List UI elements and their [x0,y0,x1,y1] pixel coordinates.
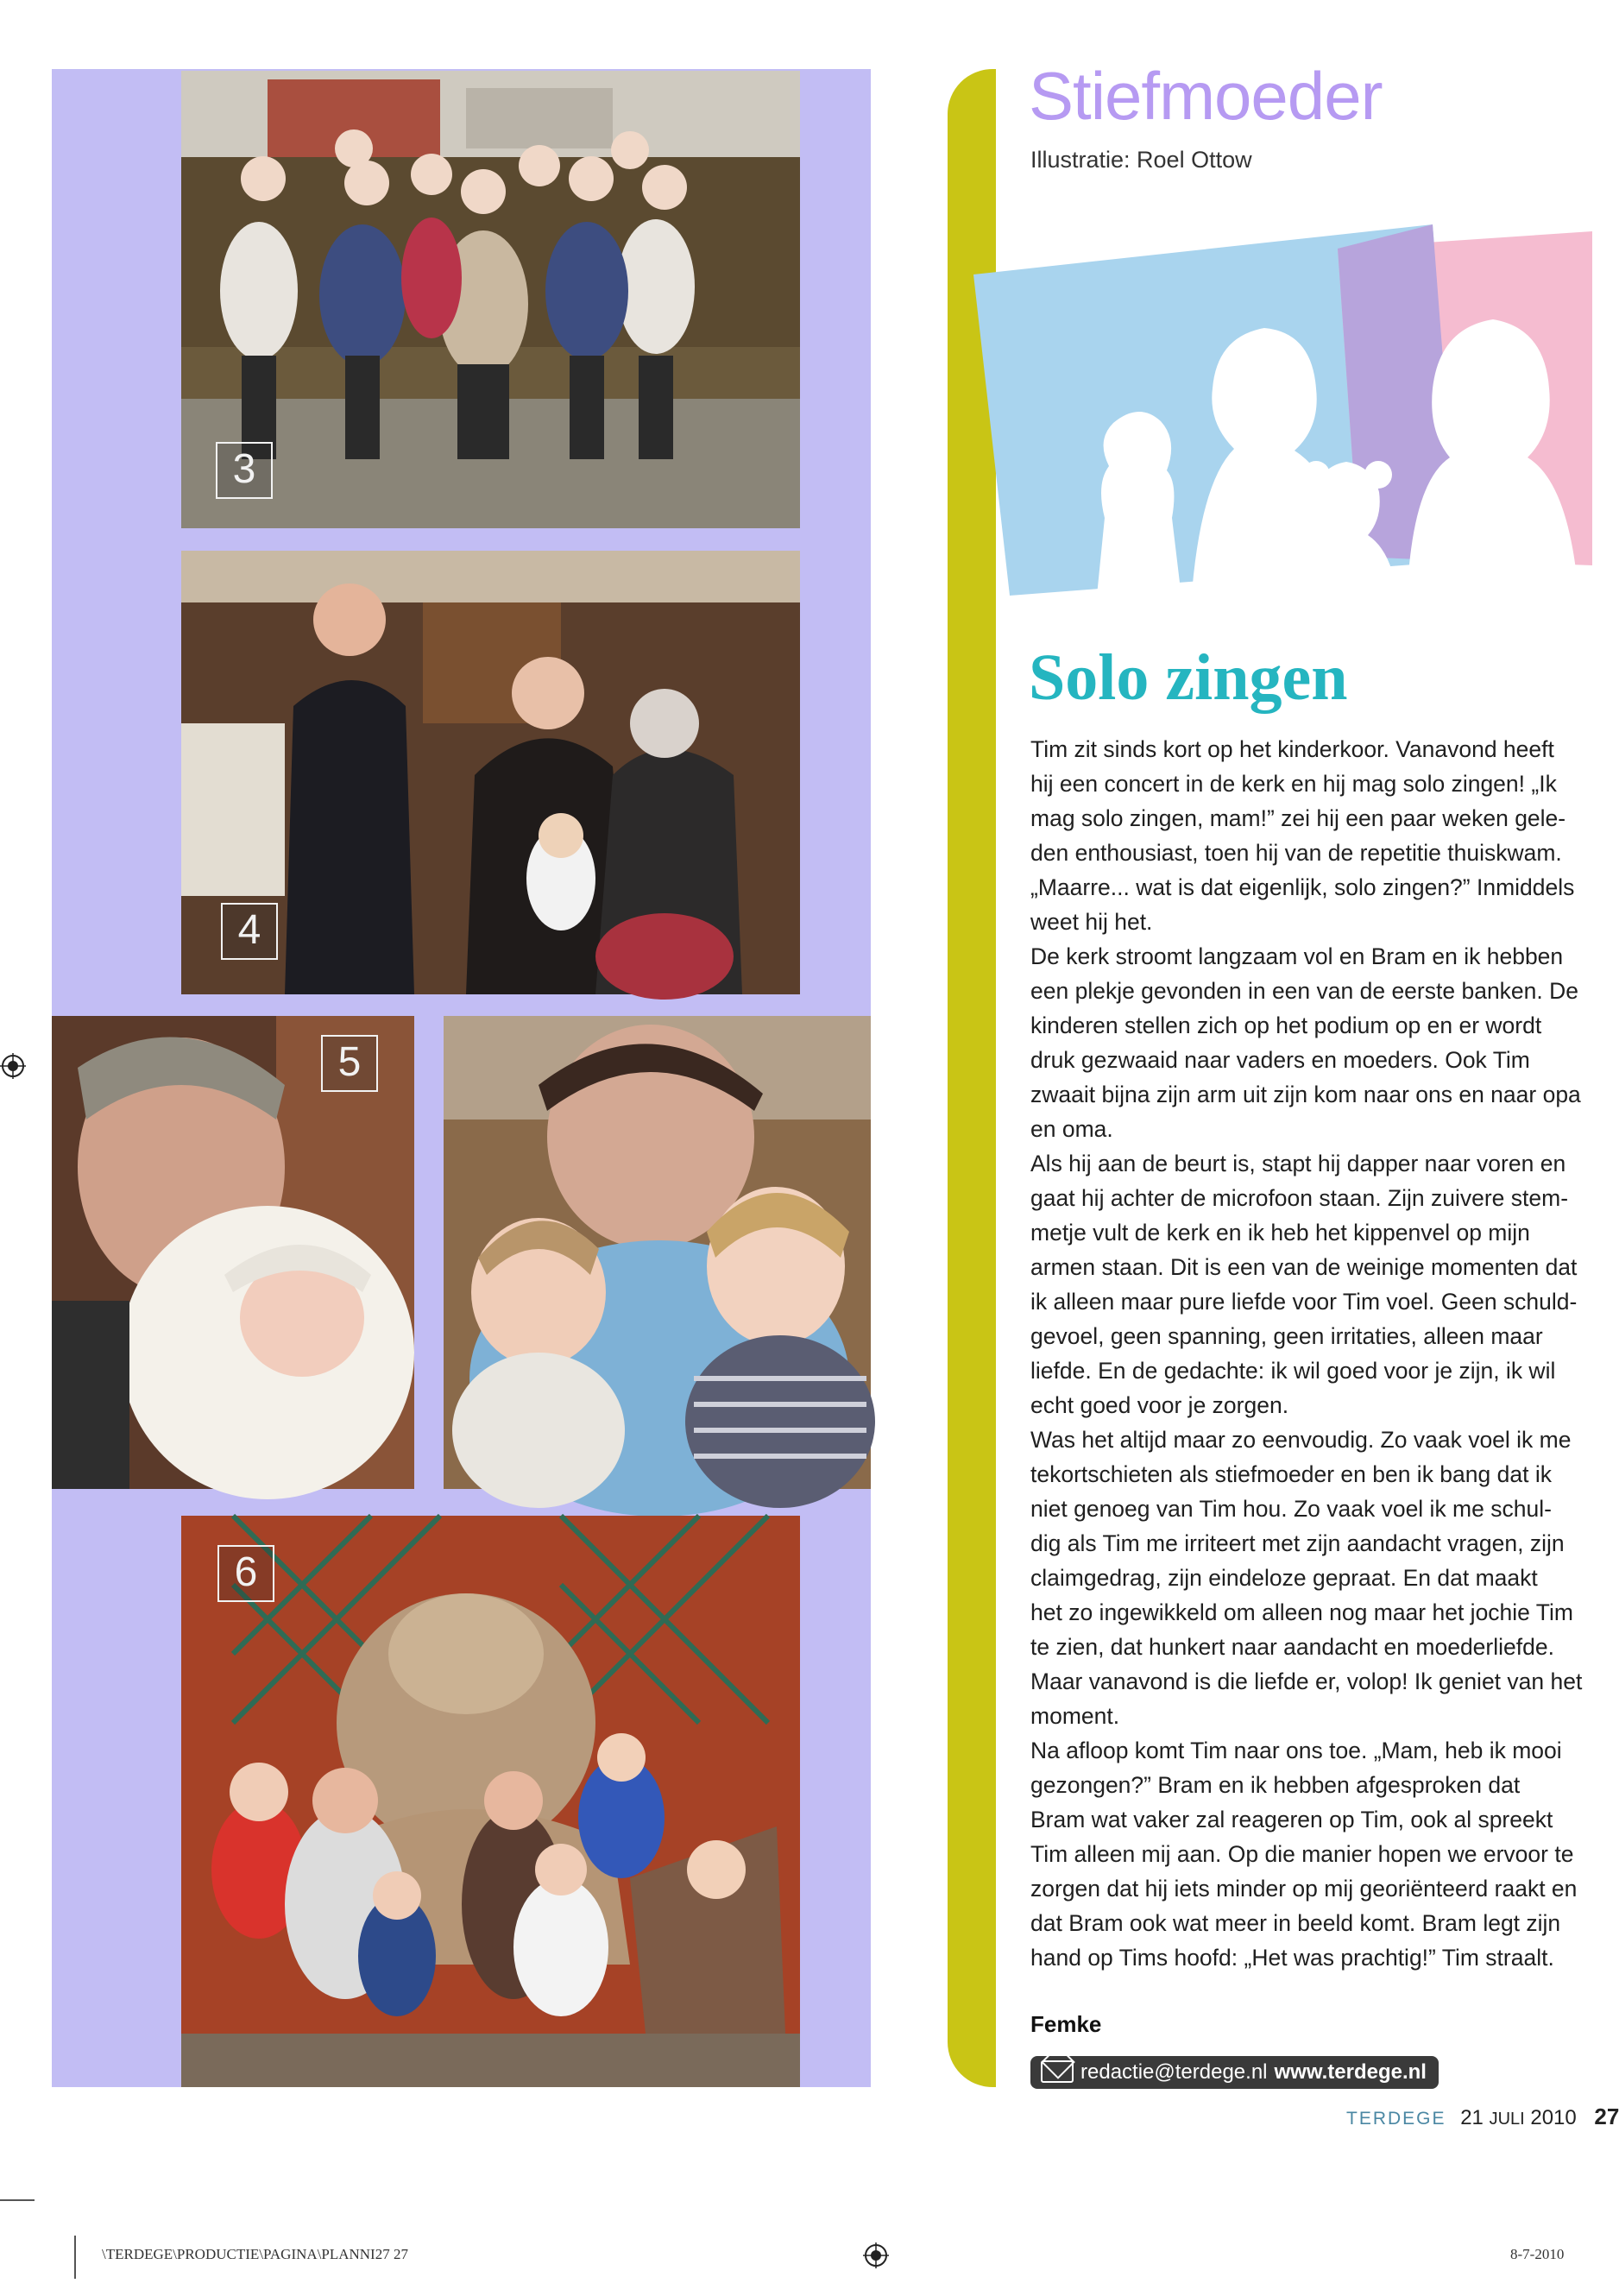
illustration-credit: Illustratie: Roel Ottow [1030,147,1252,173]
body-line: en oma. [1030,1116,1113,1142]
crop-mark [0,2199,35,2201]
body-line: metje vult de kerk en ik heb het kippenvel op mijn [1030,1220,1530,1246]
body-line: „Maarre... wat is dat eigenlijk, solo zingen?” Inmiddels [1030,874,1575,900]
body-line: gezongen?” Bram en ik hebben afgesproken dat [1030,1772,1521,1798]
photo-number-3: 3 [216,442,273,499]
issue-day: 21 [1460,2106,1484,2129]
body-line: tekortschieten als stiefmoeder en ben ik bang dat ik [1030,1461,1552,1487]
body-line: Als hij aan de beurt is, stapt hij dapper naar voren en [1030,1151,1566,1176]
body-line: druk gezwaaid naar vaders en moeders. Ook Tim [1030,1047,1530,1073]
print-date: 8-7-2010 [1510,2246,1565,2262]
body-line: Na afloop komt Tim naar ons toe. „Mam, heb ik mooi [1030,1738,1562,1763]
photo-grandmother-with-toddlers [444,1016,871,1489]
body-line: hand op Tims hoofd: „Het was prachtig!” Tim straalt. [1030,1945,1554,1971]
body-line: Tim zit sinds kort op het kinderkoor. Vanavond heeft [1030,736,1554,762]
photo-group-women [181,71,800,528]
series-title: Stiefmoeder [1029,58,1383,134]
body-line: Maar vanavond is die liefde er, volop! Ik geniet van het [1030,1668,1583,1694]
body-line: kinderen stellen zich op het podium op en er wordt [1030,1012,1542,1038]
magazine-name: TERDEGE [1346,2109,1446,2129]
article-body [1030,732,1592,1975]
body-line: gaat hij achter de microfoon staan. Zijn zuivere stem- [1030,1185,1569,1211]
body-line: echt goed voor je zorgen. [1030,1392,1289,1418]
photo-number-5: 5 [321,1035,378,1092]
body-line: een plekje gevonden in een van de eerste banken. De [1030,978,1579,1004]
issue-month: JULI [1489,2110,1525,2129]
registration-mark-icon [863,2242,889,2268]
contact-bar [1030,2056,1439,2089]
body-line: liefde. En de gedachte: ik wil goed voor je zijn, ik wil [1030,1358,1556,1384]
page-number: 27 [1594,2104,1619,2129]
body-line: hij een concert in de kerk en hij mag solo zingen! „Ik [1030,771,1557,797]
body-line: gevoel, geen spanning, geen irritaties, alleen maar [1030,1323,1543,1349]
body-line: dat Bram ook wat meer in beeld komt. Bram legt zijn [1030,1910,1561,1936]
body-line: te zien, dat hunkert naar aandacht en moederliefde. [1030,1634,1554,1660]
body-line: dig als Tim me irriteert met zijn aandacht vragen, zijn [1030,1530,1565,1556]
body-line: mag solo zingen, mam!” zei hij een paar weken gele- [1030,805,1566,831]
body-line: zwaait bijna zijn arm uit zijn kom naar ons en naar opa [1030,1082,1581,1107]
body-line: moment. [1030,1703,1120,1729]
author-name: Femke [1030,2011,1102,2037]
body-line: Tim alleen mij aan. Op die manier hopen we ervoor te [1030,1841,1574,1867]
body-line: weet hij het. [1030,909,1153,935]
envelope-icon [1041,2060,1074,2083]
page-footer [1346,2104,1619,2130]
photo-number-4: 4 [221,903,278,960]
crop-mark [74,2236,76,2279]
body-line: Bram wat vaker zal reageren op Tim, ook al spreekt [1030,1807,1553,1832]
body-line: zorgen dat hij iets minder op mij georiënteerd raakt en [1030,1876,1578,1902]
body-line: Was het altijd maar zo eenvoudig. Zo vaak voel ik me [1030,1427,1572,1453]
registration-mark-icon [0,1053,26,1079]
body-line: niet genoeg van Tim hou. Zo vaak voel ik me schul- [1030,1496,1552,1522]
body-line: De kerk stroomt langzaam vol en Bram en ik hebben [1030,943,1564,969]
silhouette-illustration [967,224,1592,604]
issue-year: 2010 [1530,2106,1577,2129]
body-line: het zo ingewikkeld om alleen nog maar het jochie Tim [1030,1599,1573,1625]
print-slug: \TERDEGE\PRODUCTIE\PAGINA\PLANNI27 27 [102,2246,408,2262]
body-line: den enthousiast, toen hij van de repetitie thuiskwam. [1030,840,1562,866]
email-link[interactable]: redactie@terdege.nl [1080,2060,1268,2084]
body-line: armen staan. Dit is een van de weinige momenten dat [1030,1254,1578,1280]
photo-number-6: 6 [217,1545,274,1602]
body-line: ik alleen maar pure liefde voor Tim voel. Geen schuld- [1030,1289,1578,1315]
website-link[interactable]: www.terdege.nl [1274,2060,1427,2084]
article-heading: Solo zingen [1029,641,1348,714]
body-line: claimgedrag, zijn eindeloze gepraat. En dat maakt [1030,1565,1538,1591]
